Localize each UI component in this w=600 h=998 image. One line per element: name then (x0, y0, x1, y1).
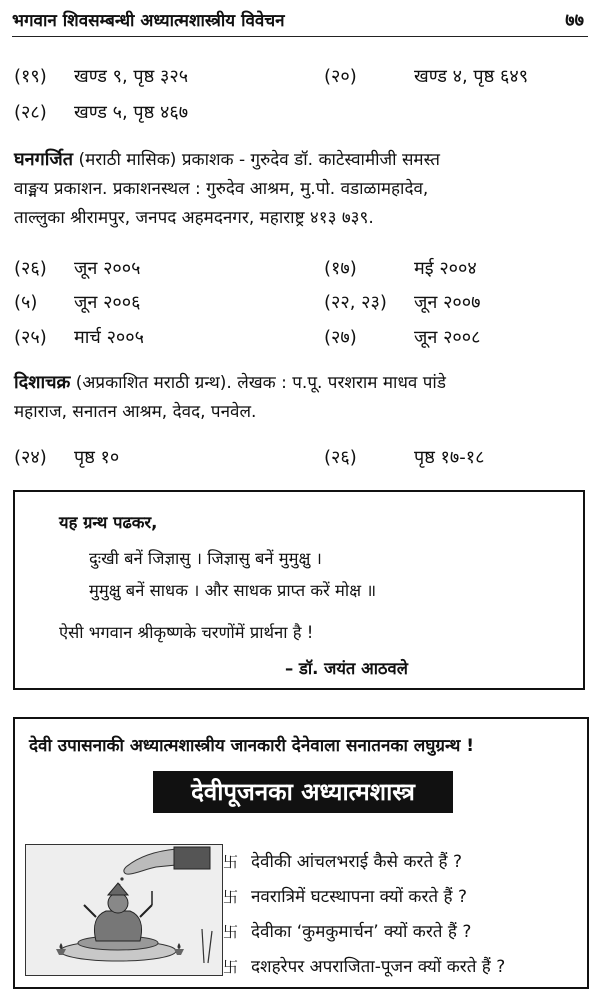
goddess-worship-illustration (25, 844, 223, 976)
source-line: ताल्लुका श्रीरामपुर, जनपद अहमदनगर, महाराष्ट्र ४१३ ७३९. (14, 208, 374, 228)
quote-lead: यह ग्रन्थ पढकर, (59, 513, 158, 532)
ref-number: (१७) (324, 258, 357, 279)
ref-text: खण्ड ४, पृष्ठ ६४९ (414, 66, 529, 87)
ref-text: जून २००७ (414, 292, 481, 313)
source-line (14, 368, 586, 398)
source-desc: (मराठी मासिक) प्रकाशक - गुरुदेव डॉ. काटेस्वामीजी समस्त (73, 150, 440, 170)
ref-number: (२६) (14, 258, 47, 279)
ref-number: (२५) (14, 327, 47, 348)
ad-question-item (223, 919, 471, 942)
ad-question-text: देवीकी आंचलभराई कैसे करते हैं ? (251, 852, 463, 872)
ref-number: (२०) (324, 66, 357, 87)
ref-text: पृष्ठ १० (74, 447, 120, 468)
ref-number: (२७) (324, 327, 357, 348)
ref-number: (२८) (14, 102, 47, 123)
swastika-bullet-icon: 卐 (223, 888, 239, 906)
quote-line: मुमुक्षु बनें साधक । और साधक प्राप्त करें मोक्ष ॥ (89, 581, 377, 600)
source-line (14, 145, 586, 175)
source-line: वाङ्मय प्रकाशन. प्रकाशनस्थल : गुरुदेव आश्रम, मु.पो. वडाळामहादेव, (14, 179, 429, 199)
quote-prayer: ऐसी भगवान श्रीकृष्णके चरणोंमें प्रार्थना है ! (59, 623, 314, 642)
ad-question-text: देवीका ‘कुमकुमार्चन’ क्यों करते हैं ? (251, 922, 472, 942)
ref-text: पृष्ठ १७-१८ (414, 447, 485, 468)
ref-number: (५) (14, 292, 38, 313)
ref-text: खण्ड ९, पृष्ठ ३२५ (74, 66, 189, 87)
ad-question-item (223, 954, 505, 977)
swastika-bullet-icon: 卐 (223, 853, 239, 871)
swastika-bullet-icon: 卐 (223, 958, 239, 976)
source-desc: (अप्रकाशित मराठी ग्रन्थ). लेखक : प.पू. परशराम माधव पांडे (70, 373, 446, 393)
ad-question-item (223, 884, 467, 907)
running-header (12, 8, 588, 37)
ref-number: (१९) (14, 66, 47, 87)
book-ad-box (13, 717, 589, 989)
source-entry (14, 145, 586, 233)
swastika-bullet-icon: 卐 (223, 923, 239, 941)
ref-text: जून २००८ (414, 327, 481, 348)
ad-tagline: देवी उपासनाकी अध्यात्मशास्त्रीय जानकारी देनेवाला सनातनका लघुग्रन्थ ! (29, 736, 475, 756)
source-name: दिशाचक्र (14, 372, 71, 393)
goddess-idol-icon (26, 845, 222, 975)
ad-question-text: दशहरेपर अपराजिता-पूजन क्यों करते हैं ? (251, 957, 506, 977)
ref-text: खण्ड ५, पृष्ठ ४६७ (74, 102, 189, 123)
ref-number: (२४) (14, 447, 47, 468)
quote-author: – डॉ. जयंत आठवले (285, 659, 408, 678)
quote-box (13, 490, 585, 690)
ref-text: जून २००६ (74, 292, 141, 313)
page-number: ७७ (565, 10, 584, 31)
chapter-title: भगवान शिवसम्बन्धी अध्यात्मशास्त्रीय विवेचन (12, 11, 285, 31)
ref-number: (२२, २३) (324, 292, 387, 313)
quote-line: दुःखी बनें जिज्ञासु । जिज्ञासु बनें मुमुक्षु । (89, 549, 322, 568)
source-name: घनगर्जित (14, 149, 74, 170)
ad-title-banner: देवीपूजनका अध्यात्मशास्त्र (153, 771, 453, 813)
source-line: महाराज, सनातन आश्रम, देवद, पनवेल. (14, 402, 257, 422)
ref-text: मार्च २००५ (74, 327, 145, 348)
ref-number: (२६) (324, 447, 357, 468)
ref-text: मई २००४ (414, 258, 477, 279)
source-entry (14, 368, 586, 427)
ref-text: जून २००५ (74, 258, 141, 279)
ad-question-item (223, 849, 462, 872)
ad-question-text: नवरात्रिमें घटस्थापना क्यों करते हैं ? (251, 887, 467, 907)
